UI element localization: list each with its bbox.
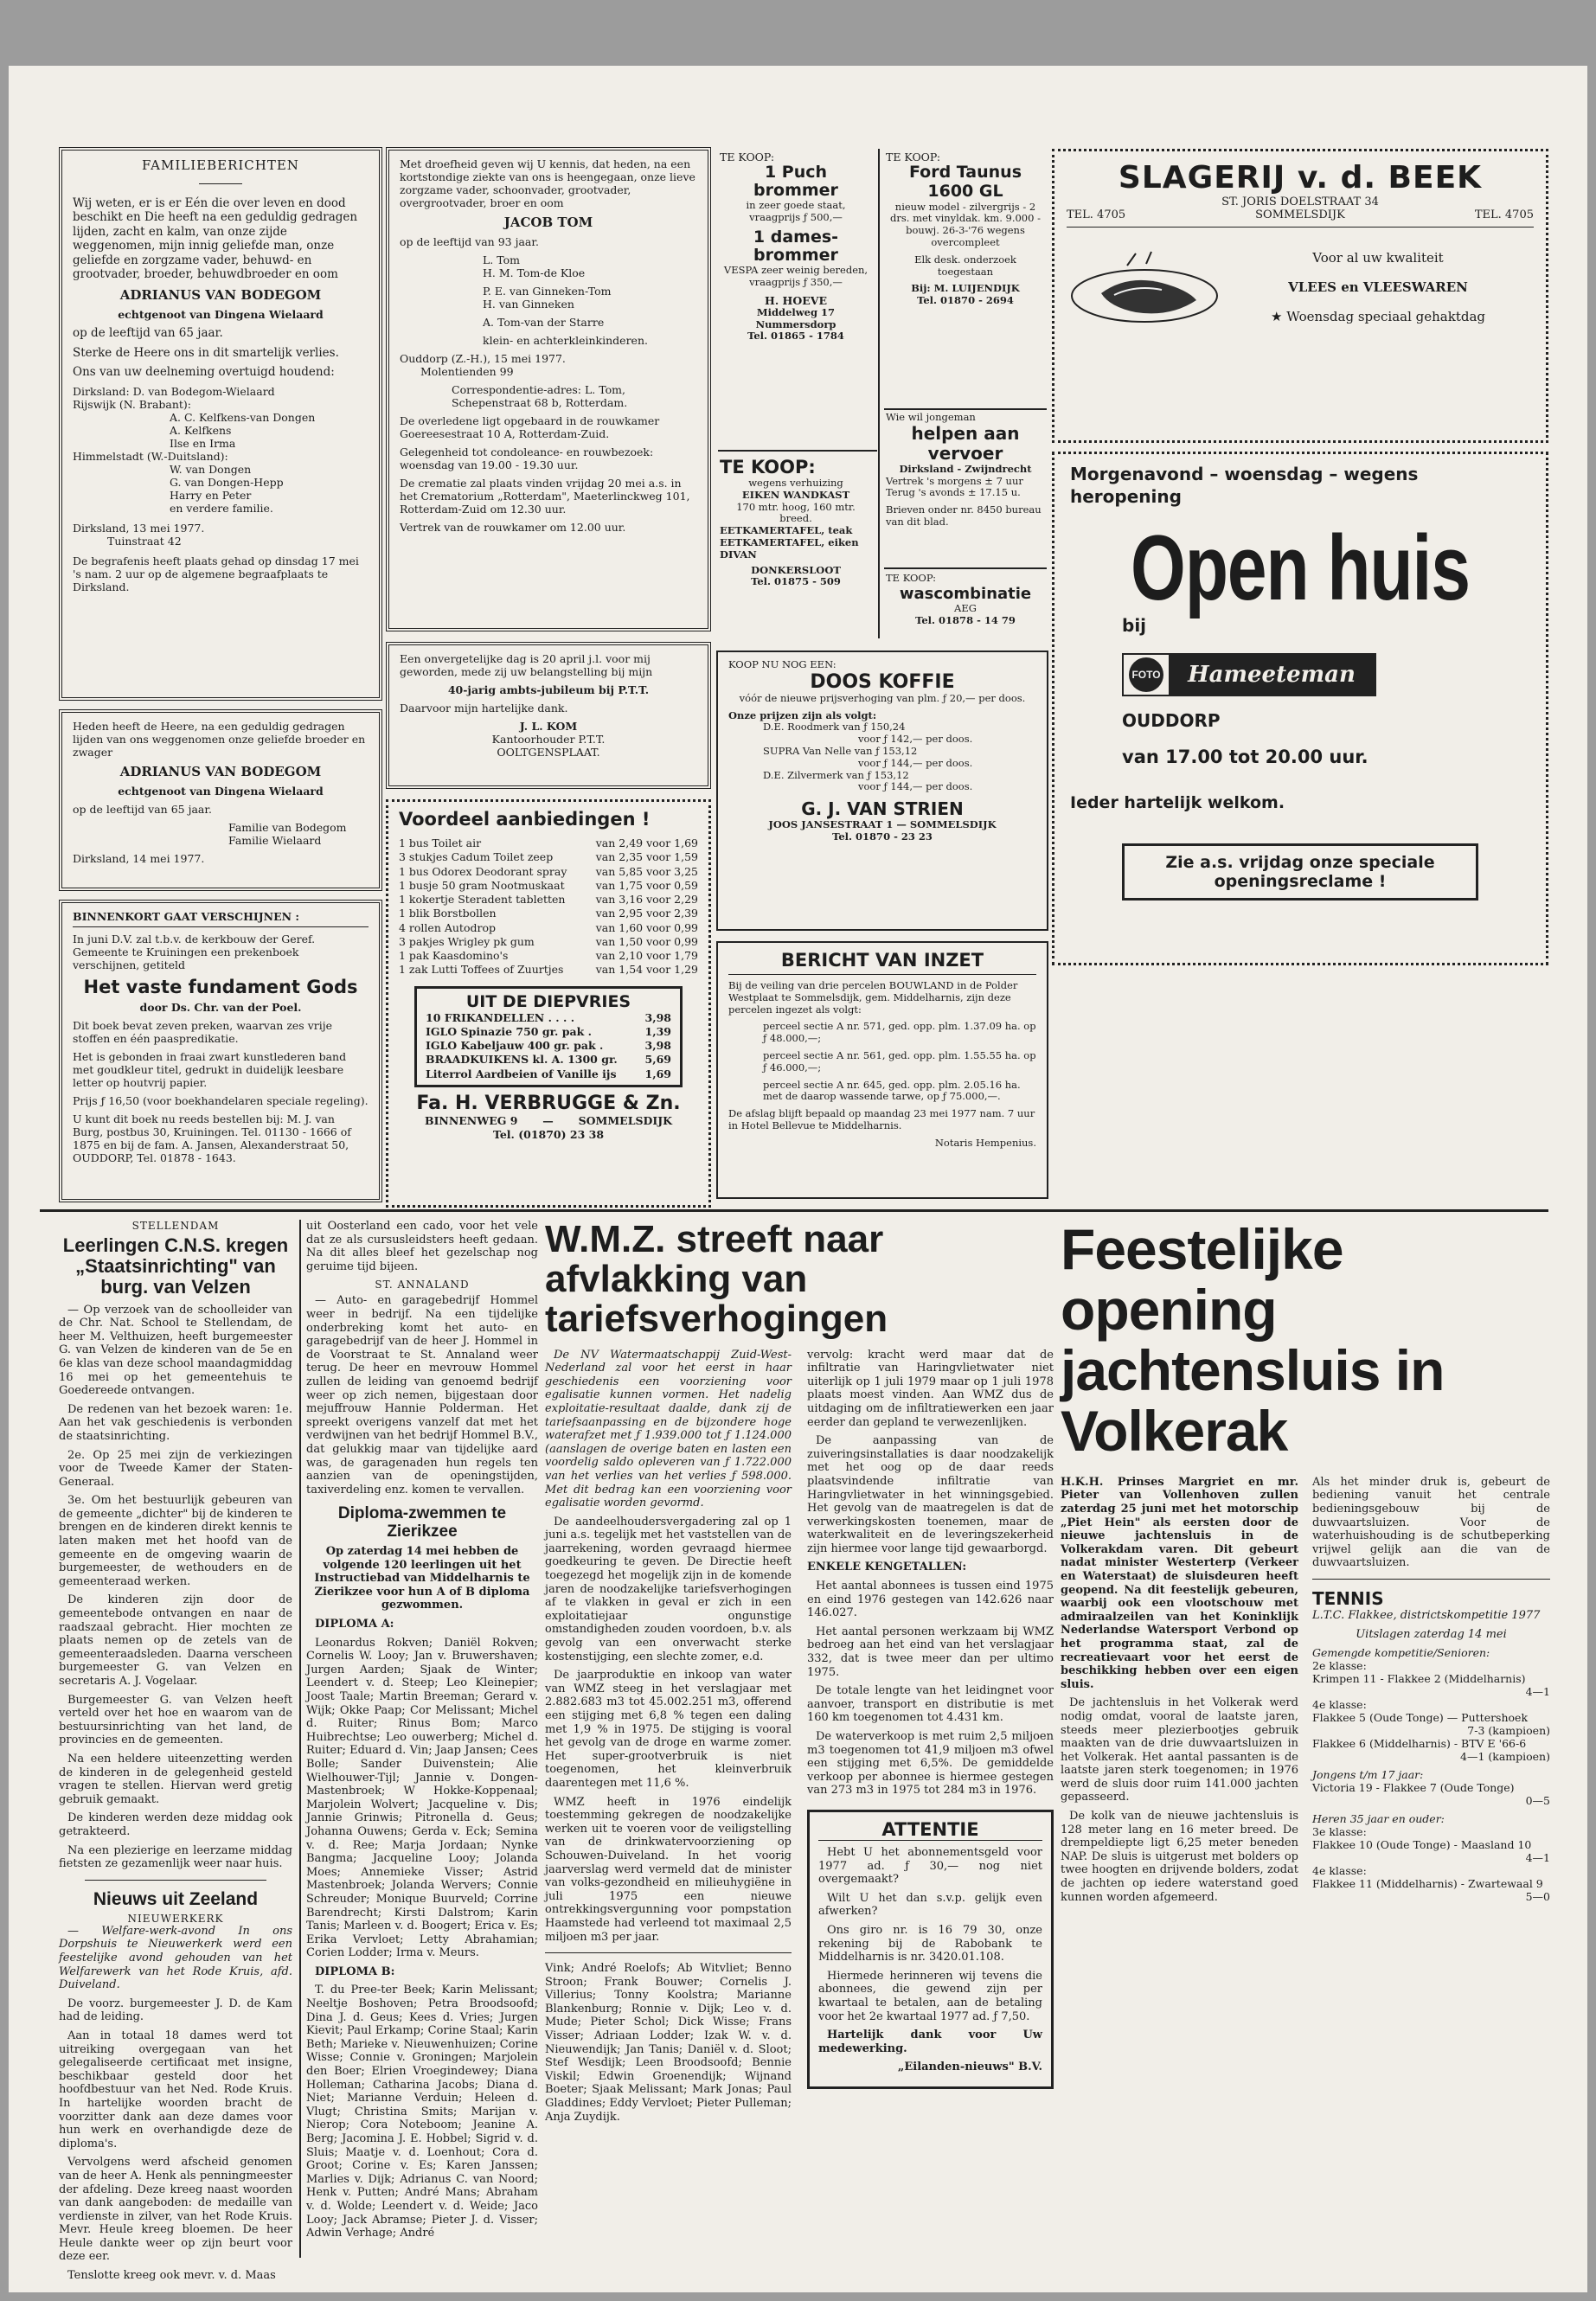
- classified-intro: Wie wil jongeman: [886, 411, 976, 423]
- relative: en verdere familie.: [170, 501, 273, 515]
- diploma-title: Diploma-zwemmen te Zierikzee: [337, 1504, 507, 1541]
- classified-desc: VESPA zeer weinig bereden, vraagprijs ƒ 350,—: [723, 264, 869, 288]
- relative: W. van Dongen: [170, 462, 252, 476]
- article-paragraph: De jaarproduktie en inkoop van water van WMZ steeg in het verslagjaar met 2.882.683 m3 tot 45.002.251 m3, offerend een stijging met 6,8 % tegen een daling met 1,9 % in 1975. De stijging is vooral het gevolg van de droge en warme zomer. Het super-grootverbruik is niet toegenomen, het kleinverbruik daarentegen met 11,6 %.: [545, 1669, 792, 1790]
- tennis-group: Gemengde kompetitie/Senioren:: [1312, 1646, 1490, 1660]
- deal-row: 4 rollen Autodrop van 1,60 voor 0,99: [399, 920, 698, 934]
- article-paragraph: De jachtensluis in het Volkerak werd nodig omdat, vooral de laatste jaren, steeds meer plezierbootjes gebruik maakten van de drie duwvaartsluizen in het Volkerak. Het aantal passanten is de laatste jaren sterk toegenomen; in 1976 werd de sluis door ruim 141.000 jachten gepasseerd.: [1061, 1696, 1298, 1804]
- book-paragraph: U kunt dit boek nu reeds bestellen bij: M. J. van Burg, postbus 30, Kruiningen. Tel. 01130 - 1666 of 1875 en bij de fam. A. Jansen, Alexanderstraat 50, OUDDORP, Tel. 01878 - 1643.: [73, 1112, 351, 1164]
- article-paragraph: Als het minder druk is, gebeurt de bediening vanuit het centrale bedieningsgebouw bij de duwvaartsluizen. Voor de waterhuishouding is de schutbeperking vrijwel gelijk aan die van de duwvaartsluizen.: [1312, 1475, 1550, 1570]
- classified-title: wascombinatie: [899, 584, 1032, 603]
- article-headline: Leerlingen C.N.S. kregen „Staatsinrichting" van burg. van Velzen: [62, 1234, 289, 1298]
- coffee-tel: Tel. 01870 - 23 23: [832, 830, 933, 843]
- article-paragraph: De aandeelhoudersvergadering zal op 1 juni a.s. tegelijk met het vaststellen van de jaarrekening, worden gevraagd hiermee goedkeuring te geven. De Directie heeft toegezegd het mogelijk zijn in de komende jaren de noodzakelijke tariefsverhogingen af te vlakken in geval er zich in een exploitatiejaar ongunstige omstandigheden zouden voordoen, b.v. als gevolg van een onverwacht sterke kostenstijging, een slechte zomer, e.d.: [545, 1515, 792, 1663]
- article-paragraph: uit Oosterland een cado, voor het vele dat ze als cursusleidsters heeft gedaan. Na dit alles bleef het gezelschap nog geruime tijd bijeen.: [306, 1220, 538, 1273]
- article-paragraph: De aanpassing van de zuiveringsinstallaties is daar noodzakelijk met het oog op de daar reeds plaatsvindende infiltratie van Haringvlietwater in het winningsgebied. Het gevolg van de maatregelen is dat de verwerkingskosten toenemen, maar de waterkwaliteit en de leveringszekerheid zijn hiermee voor lange tijd gewaarborgd.: [807, 1434, 1054, 1555]
- verbrugge-deals-ad: [386, 799, 711, 1208]
- deal-row: 1 kokertje Steradent tabletten van 3,16 voor 2,29: [399, 893, 698, 906]
- jubilee-title: 40-jarig ambts-jubileum bij P.T.T.: [447, 683, 650, 696]
- shop-name: Fa. H. VERBRUGGE & Zn.: [416, 1092, 681, 1114]
- article-paragraph: Vervolgens werd afscheid genomen van de heer A. Henk als penningmeester der afdeling. Deze kreeg naast woorden van dank aangeboden: de medaille van verdienste in zilver, van het Rode Kruis. Mevr. Heule kreeg bloemen. De heer Heule dankte weer op zijn beurt voor deze eer.: [59, 2156, 292, 2264]
- article-paragraph: De kinderen werden deze middag ook getrakteerd.: [59, 1811, 292, 1838]
- foto-badge: FOTO: [1129, 657, 1163, 692]
- tennis-group: Jongens t/m 17 jaar:: [1312, 1768, 1424, 1782]
- classified-tel: Tel. 01875 - 509: [751, 575, 841, 588]
- tennis-class: 4e klasse:: [1312, 1698, 1367, 1712]
- classified-route: Dirksland - Zwijndrecht: [899, 462, 1032, 475]
- tennis-sub: Uitslagen zaterdag 14 mei: [1356, 1627, 1507, 1641]
- tennis-class: 3e klasse:: [1312, 1825, 1367, 1839]
- classified-item: EETKAMERTAFEL, eiken: [720, 535, 859, 548]
- notice-correspondence: Correspondentie-adres: L. Tom, Schepenstraat 68 b, Rotterdam.: [452, 383, 628, 410]
- coffee-label: KOOP NU NOG EEN:: [728, 658, 836, 670]
- notice-text: Met droefheid geven wij U kennis, dat heden, na een kortstondige ziekte van ons is heengegaan, onze lieve zorgzame vader, schoonvader, grootvader, overgrootvader, broer en oom: [400, 157, 695, 209]
- coffee-ad: [716, 651, 1048, 931]
- article-paragraph: Na een plezierige en leerzame middag fietsten ze gezamenlijk weer naar huis.: [59, 1843, 292, 1871]
- coffee-price: SUPRA Van Nelle van ƒ 153,12: [763, 744, 918, 757]
- auction-lot: perceel sectie A nr. 561, ged. opp. plm. 1.55.55 ha. op ƒ 46.000,—;: [763, 1048, 1036, 1074]
- attentie-box: [807, 1810, 1054, 2089]
- deals-header: Voordeel aanbiedingen !: [399, 809, 651, 830]
- freezer-row: IGLO Spinazie 750 gr. pak . 1,39: [426, 1024, 671, 1038]
- relative: A. Tom-van der Starre: [483, 316, 605, 330]
- deal-row: 3 pakjes Wrigley pk gum van 1,50 voor 0,99: [399, 934, 698, 948]
- article-paragraph: De voorz. burgemeester J. D. de Kam had de leiding.: [59, 1997, 292, 2024]
- tennis-results: [1312, 1646, 1550, 1903]
- article-paragraph: Het aantal abonnees is tussen eind 1975 en eind 1976 gestegen van 142.626 naar 146.027.: [807, 1580, 1054, 1620]
- tennis-result: Victoria 19 - Flakkee 7 (Oude Tonge): [1312, 1781, 1515, 1795]
- jubilee-text: Een onvergetelijke dag is 20 april j.l. voor mij geworden, mede zij uw belangstelling bij mijn: [400, 652, 653, 678]
- notice-age: op de leeftijd van 65 jaar.: [73, 803, 212, 817]
- newspaper-page: [9, 66, 1587, 2292]
- shop-tel: Tel. (01870) 23 38: [492, 1128, 605, 1141]
- stellendam-article: [59, 1220, 292, 2283]
- dateline: STELLENDAM: [131, 1220, 220, 1232]
- butcher-tel: TEL. 4705: [1067, 208, 1126, 221]
- tennis-title: TENNIS: [1312, 1587, 1384, 1609]
- relative: Harry en Peter: [170, 488, 252, 502]
- auction-title: BERICHT VAN INZET: [728, 950, 1036, 975]
- tennis-result: Flakkee 10 (Oude Tonge) - Maasland 10: [1312, 1838, 1532, 1852]
- article-headline: W.M.Z. streeft naar afvlakking van tariefsverhogingen: [545, 1218, 888, 1341]
- attentie-text: Hebt U het abonnementsgeld voor 1977 ad. ƒ 30,— nog niet overgemaakt?: [818, 1845, 1042, 1887]
- deal-row: 1 blik Borstbollen van 2,95 voor 2,39: [399, 907, 698, 920]
- notice-place: Dirksland, 14 mei 1977.: [73, 852, 205, 866]
- freezer-row: BRAADKUIKENS kl. A. 1300 gr. 5,69: [426, 1053, 671, 1067]
- dateline: ST. ANNALAND: [375, 1279, 470, 1292]
- tennis-score: 0—5: [1525, 1794, 1550, 1808]
- article-lead: H.K.H. Prinses Margriet en mr. Pieter van Vollenhoven zullen zaterdag 25 juni met het motorschip „Piet Hein" als eersten door de nieuwe jachtensluis in de Volkerakdam varen. Dit gebeurt nadat minister Westerterp (Verkeer en Waterstaat) de sluisdeuren heeft geopend. Na dit feestelijk gebeuren, waarbij ook een vlootschouw met admiraalzeilen van het Koninklijk Nederlandse Watersport Verbond op het programma staat, zal de recreatievaart voor het eerst de beschikking hebben over een eigen sluis.: [1061, 1475, 1298, 1691]
- deal-row: 1 busje 50 gram Nootmuskaat van 1,75 voor 0,59: [399, 878, 698, 892]
- coffee-price: voor ƒ 144,— per doos.: [858, 780, 973, 793]
- notice-burial: De begrafenis heeft plaats gehad op dinsdag 17 mei 's nam. 2 uur op de algemene begraafplaats te Dirksland.: [73, 554, 359, 593]
- section-divider: [40, 1209, 1548, 1212]
- jubilee-thanks: Daarvoor mijn hartelijke dank.: [400, 702, 568, 715]
- relative: A. C. Kelfkens-van Dongen: [170, 410, 316, 424]
- classified-size: 170 mtr. hoog, 160 mtr. breed.: [736, 500, 856, 525]
- notice-age: op de leeftijd van 93 jaar.: [400, 235, 539, 249]
- article-paragraph: De redenen van het bezoek waren: 1e. Aan het vak geschiedenis is verbonden de staatsinrichting.: [59, 1402, 292, 1443]
- notice-name: ADRIANUS VAN BODEGOM: [119, 286, 322, 303]
- shop-address-row: BINNENWEG 9 — SOMMELSDIJK: [425, 1113, 672, 1127]
- relative: Dirksland: D. van Bodegom-Wielaard: [73, 384, 275, 398]
- butcher-city: SOMMELSDIJK: [1255, 208, 1345, 221]
- article-lead: De NV Watermaatschappij Zuid-West-Nederland zal voor het eerst in haar geschiedenis een voorziening voor egalisatie kunnen vormen. Het nadelig exploitatie-resultaat daalde, dank zij de tariefsaanpassing en de bijzondere hoge waterafzet met ƒ 1.939.000 tot ƒ 1.124.000 (aanslagen de overige baten en lasten een voordelig saldo opleveren van ƒ 1.722.000 van het verlies van het verlies ƒ 598.000. Met dit bedrag kan een voorziening voor egalisatie worden gevormd.: [545, 1348, 792, 1510]
- diploma-header: DIPLOMA A:: [315, 1618, 394, 1631]
- classified-item: EETKAMERTAFEL, teak: [720, 524, 853, 537]
- article-paragraph: — Auto- en garagebedrijf Hommel weer in bedrijf. Na een tijdelijke onderbreking komt het auto- en garagebedrijf van de heer J. Hommel in de Voorstraat te St. Annaland weer terug. De heer en mevrouw Hommel zullen de leiding van genoemd bedrijf weer op zich nemen, bijgestaan door mejuffrouw Hannie Polderman. Het spreekt overigens vanzelf dat met het verdwijnen van het bedrijf Hommel B.V., dat gelukkig maar van tijdelijke aard was, de garagenaden hun regels ten aanzien van de openingstijden, taxiverdeling enz. komen te vervallen.: [306, 1294, 538, 1497]
- classified-ford: [881, 149, 1050, 339]
- attentie-text: Ons giro nr. is 16 79 30, onze rekening bij de Rabobank te Middelharnis is nr. 3420.01.108.: [818, 1923, 1042, 1965]
- notice-thanks: Ons van uw deelneming overtuigd houdend:: [73, 365, 335, 380]
- relative: Rijswijk (N. Brabant):: [73, 397, 192, 411]
- coffee-sub: vóór de nieuwe prijsverhoging van plm. ƒ 20,— per doos.: [739, 691, 1026, 704]
- classified-wascombinatie: [881, 571, 1050, 640]
- coffee-price: D.E. Roodmerk van ƒ 150,24: [763, 721, 906, 734]
- book-intro: In juni D.V. zal t.b.v. de kerkbouw der Geref. Gemeente te Kruiningen een prekenboek verschijnen, getiteld: [73, 933, 316, 971]
- classified-tel: Tel. 01878 - 14 79: [915, 613, 1016, 626]
- coffee-price: D.E. Zilvermerk van ƒ 153,12: [763, 768, 909, 781]
- open-house-welcome: Ieder hartelijk welkom.: [1070, 793, 1285, 812]
- classified-title: helpen aan vervoer: [911, 422, 1020, 464]
- classified-item: EIKEN WANDKAST: [741, 488, 850, 501]
- notice-place: Ouddorp (Z.-H.), 15 mei 1977.: [400, 352, 566, 366]
- tennis-score: 4—1: [1525, 1685, 1550, 1699]
- deal-row: 1 zak Lutti Toffees of Zuurtjes van 1,54 voor 1,29: [399, 963, 698, 977]
- classified-puch: [715, 149, 877, 446]
- relative: A. Kelfkens: [170, 423, 232, 437]
- death-notice-van-bodegom-family: [59, 709, 382, 891]
- coffee-price: voor ƒ 142,— per doos.: [858, 733, 973, 746]
- classified-title: Ford Taunus 1600 GL: [908, 163, 1022, 201]
- jubilee-role: Kantoorhouder P.T.T.: [491, 733, 606, 746]
- butcher-name: SLAGERIJ v. d. BEEK: [1118, 160, 1483, 195]
- open-house-place: OUDDORP: [1122, 710, 1221, 731]
- notice-age: op de leeftijd van 65 jaar.: [73, 326, 223, 341]
- tennis-score: 4—1: [1525, 1851, 1550, 1865]
- classified-address: Middelweg 17 Nummersdorp: [755, 305, 836, 330]
- deals-list: [399, 836, 698, 977]
- hameeteman-logo: [1122, 653, 1376, 696]
- butcher-tel: TEL. 4705: [1474, 208, 1534, 221]
- classified-note: Elk desk. onderzoek toegestaan: [914, 253, 1016, 278]
- deal-row: 1 bus Toilet air van 2,49 voor 1,69: [399, 836, 698, 849]
- article-paragraph: De kinderen zijn door de gemeentebode ontvangen en naar de raadszaal gebracht. Hier mochten ze plaats nemen op de zetels van de gemeenteraadsleden. Daarna verscheen burgemeester G. van Velzen en secretaris A. J. Vogelaar.: [59, 1593, 292, 1688]
- butcher-line: VLEES en VLEESWAREN: [1288, 279, 1468, 295]
- open-house-time: van 17.00 tot 20.00 uur.: [1122, 747, 1368, 767]
- article-paragraph: Na een heldere uiteenzetting werden de kinderen in de gelegenheid gesteld vragen te stellen. Hiervan werd gretig gebruik gemaakt.: [59, 1752, 292, 1806]
- jubilee-notice: [386, 642, 711, 789]
- diploma-lead: Op zaterdag 14 mei hebben de volgende 120 leerlingen uit het Instructiebad van Middelharnis te Zierikzee voor hun A of B diploma gezwommen.: [314, 1545, 530, 1612]
- article-subhead: ENKELE KENGETALLEN:: [807, 1561, 967, 1574]
- star-icon: ★: [1271, 309, 1283, 324]
- notice-place: Dirksland, 13 mei 1977.: [73, 521, 205, 535]
- open-house-callout: Zie a.s. vrijdag onze speciale openingsreclame !: [1122, 843, 1478, 901]
- relative: G. van Dongen-Hepp: [170, 475, 284, 489]
- open-house-top: Morgenavond – woensdag – wegens heropening: [1070, 464, 1419, 507]
- classified-name: Bij: M. LUIJENDIJK: [911, 282, 1020, 295]
- open-house-bij: bij: [1122, 615, 1147, 636]
- relative: Ilse en Irma: [170, 436, 236, 450]
- notice-text: Wij weten, er is er Eén die over leven en dood beschikt en Die heeft na een geduldig gedragen lijden, zacht en kalm, van onze zijde weggenomen, mijn innig geliefde man, onze geliefde en zorgzame vader, behuwd- en grootvader, broeder, behuwdbroeder en oom: [73, 196, 358, 282]
- article-paragraph: vervolg: kracht werd maar dat de infiltratie van Haringvlietwater niet uiterlijk op 1 juli 1979 maar op 1 juli 1978 plaats moest vinden. Aan WMZ dus de uitdaging om de infiltratiewerken een jaar eerder dan gepland te verwezenlijken.: [807, 1348, 1054, 1429]
- classified-transport: [881, 410, 1050, 548]
- relatives-list: [73, 385, 369, 515]
- tennis-score: 7-3 (kampioen): [1467, 1724, 1550, 1738]
- notice-departure: Vertrek van de rouwkamer om 12.00 uur.: [400, 521, 626, 535]
- diploma-names: Leonardus Rokven; Daniël Rokven; Cornelis W. Looy; Jan v. Bruwershaven; Jurgen Aarden; Sjaak de Winter; Leendert v. d. Steep; Leo Kleinepier; Joost Taale; Martin Breeman; Gerard v. Wijk; Okke Paap; Cor Melissant; Michel d. Ruiter; Rinus Bom; Marco Huibrechtse; Leo ouwerberg; Michel d. Ruiter; Eduard d. Vin; Jaap Jansen; Cees Bolle; Sander Duivenstein; Alie Wielhouwer-Tijl; Jannie v. Dongen-Mastenbroek; W Hokke-Koppenaal; Marjolein Wolvert; Jacqueline v. Dis; Jannie Grinwis; Pitronella d. Geus; Johanna Ouwens; Gerda v. Eck; Semina v. d. Ree; Marja Jordaan; Nynke Bangma; Jacqueline Looy; Jolanda Moes; Annemieke Visser; Astrid Mastenbroek; Jolanda Wervers; Connie Schreuder; Monique Buurveld; Corrine Barendrecht; Kirsti Dalstrom; Karin Tanis; Marleen v. d. Boogert; Erica v. Es; Erika Vervloet; Letty Abrahamian; Corien Lodder; Irma v. Meurs.: [306, 1636, 538, 1960]
- deal-row: 3 stukjes Cadum Toilet zeep van 2,35 voor 1,59: [399, 850, 698, 864]
- freezer-row: Literrol Aardbeien of Vanille ijs 1,69: [426, 1067, 671, 1080]
- auction-lot: perceel sectie A nr. 645, ged. opp. plm. 2.05.16 ha. met de daarop wassende tarwe, op ƒ 75.000,—.: [763, 1078, 1021, 1103]
- tennis-result: Flakkee 6 (Middelharnis) - BTV E '66-6: [1312, 1737, 1527, 1751]
- classified-tel: Tel. 01865 - 1784: [747, 330, 844, 343]
- tennis-result: Flakkee 5 (Oude Tonge) — Puttershoek: [1312, 1711, 1529, 1725]
- classified-label: TE KOOP:: [886, 151, 941, 163]
- classified-brand: AEG: [954, 601, 977, 614]
- article-paragraph: Burgemeester G. van Velzen heeft verteld over het hoe en waarom van de bestuursinrichting van het land, de provincies en de gemeenten.: [59, 1693, 292, 1747]
- classified-label: TE KOOP:: [720, 151, 775, 163]
- article-paragraph: — Welfare-werk-avond In ons Dorpshuis te Nieuwerkerk werd een feestelijke avond gehouden van het Welfarewerk van het Rode Kruis, afd. Duiveland.: [59, 1924, 292, 1992]
- article-paragraph: — Op verzoek van de schoolleider van de Chr. Nat. School te Stellendam, de heer M. Velthuizen, heeft burgemeester G. van Velzen de kinderen van de 5e en 6e klas van deze school maandagmiddag 16 mei op het gemeentehuis te Goedereede ontvangen.: [59, 1303, 292, 1398]
- zeeland-title: Nieuws uit Zeeland: [93, 1888, 259, 1909]
- article-paragraph: Tenslotte kreeg ook mevr. v. d. Maas: [67, 2269, 276, 2283]
- classified-label: TE KOOP:: [720, 457, 816, 478]
- book-announcement: [59, 900, 382, 1202]
- article-paragraph: WMZ heeft in 1976 eindelijk toestemming gekregen de noodzakelijke werken uit te voeren voor de veiligstelling van de drinkwatervoorziening op Schouwen-Duiveland. In het voorig jaarverslag werd vermeld dat de minister van volks-gezondheid en milieuhygiëne in juli 1975 een nieuwe ontrekkingsvergunning voor pompstation Haamstede had verleend tot maximaal 2,5 miljoen m3 per jaar.: [545, 1795, 792, 1944]
- mid-articles: [306, 1220, 538, 2266]
- classified-label: TE KOOP:: [886, 572, 937, 584]
- coffee-price: voor ƒ 144,— per doos.: [858, 756, 973, 769]
- article-paragraph: De waterverkoop is met ruim 2,5 miljoen m3 toegenomen tot 41,9 miljoen m3 ofwel een stijging met 6,5%. De gemiddelde verkoop per abonnee is hiermee gestegen van 273 m3 in 1975 tot 284 m3 in 1976.: [807, 1730, 1054, 1798]
- divider: [718, 450, 877, 452]
- tennis-class: 2e klasse:: [1312, 1659, 1367, 1673]
- butcher-address: ST. JORIS DOELSTRAAT 34: [1221, 195, 1379, 208]
- coffee-shop: G. J. VAN STRIEN: [801, 798, 964, 820]
- book-paragraph: Het is gebonden in fraai zwart kunstlederen band met goudkleur titel, gedrukt in duidelijk leesbare letter op houtvrij papier.: [73, 1050, 347, 1089]
- butcher-address-row: [1067, 195, 1534, 221]
- article-paragraph: Het aantal personen werkzaam bij WMZ bedroeg aan het eind van het verslagjaar 332, dat is twee meer dan per ultimo 1975.: [807, 1625, 1054, 1679]
- classified-title: 1 Puch brommer: [753, 163, 838, 200]
- tennis-sub: L.T.C. Flakkee, districtskompetitie 1977: [1312, 1608, 1541, 1622]
- classified-desc: in zeer goede staat, vraagprijs ƒ 500,—: [746, 198, 846, 223]
- relative: klein- en achterkleinkinderen.: [483, 334, 648, 348]
- attentie-title: ATTENTIE: [818, 1819, 1042, 1841]
- tennis-result: Krimpen 11 - Flakkee 2 (Middelharnis): [1312, 1672, 1526, 1686]
- classified-desc: nieuw model - zilvergrijs - 2 drs. met vinyldak. km. 9.000 - bouwj. 26-3-'76 wegens overcompleet: [890, 200, 1041, 249]
- book-paragraph: Prijs ƒ 16,50 (voor boekhandelaren speciale regeling).: [73, 1094, 369, 1107]
- jubilee-place: OOLTGENSPLAAT.: [497, 746, 600, 759]
- diploma-names: T. du Pree-ter Beek; Karin Melissant; Neeltje Boshoven; Petra Broodsoofd; Dina J. d. Geus; Kees d. Vries; Jurgen Kievit; Paul Erkamp; Corine Staal; Karin Beth; Marieke v. Nieuwenhuizen; Corine Wisse; Connie v. Groningen; Marjolein den Boer; Elrien Vroegindewey; Diana Holleman; Catharina Jacobs; Diana d. Niet; Marianne Verduin; Heleen d. Vlugt; Christina Smits; Marijan v. Nierop; Cora Noteboom; Jeanine A. Berg; Jacomina J. E. Hobbel; Sigrid v. d. Sluis; Maatje v. d. Loenhout; Cora d. Groot; Corine v. Es; Karen Janssen; Marlies v. Dijk; Adrianus C. van Noord; Henk v. Putten; André Mans; Abraham v. d. Wolde; Leendert v. d. Weide; Jaco Looy; Jack Abramse; Pieter J. d. Visser; Adwin Verhage; André: [306, 1984, 538, 2240]
- divider: [878, 149, 880, 638]
- death-notice-tom: [386, 147, 711, 631]
- notice-street: Molentienden 99: [420, 365, 514, 379]
- attentie-text: Wilt U het dan s.v.p. gelijk even afwerken?: [818, 1891, 1042, 1919]
- book-author: door Ds. Chr. van der Poel.: [139, 1001, 302, 1014]
- diploma-names-continued: Vink; André Roelofs; Ab Witvliet; Benno Stroon; Frank Bouwer; Cornelis J. Villerius; Tonny Koolstra; Marianne Blankenburg; Ronnie v. Dijk; Leo v. d. Mude; Pieter Schol; Dick Wisse; Frans Visser; Adriaan Lodder; Izak W. v. d. Nieuwendijk; Jan Tanis; Daniël v. d. Sloot; Stef Wesdijk; Leen Broodsoofd; Bennie Viskil; Edwin Groenendijk; Wijnand Boeter; Sjaak Melissant; Mark Jonas; Paul Gladdines; Eddy Vervloet; Pieter Pulleman; Anja Zuydijk.: [545, 1962, 792, 2124]
- classified-title: 1 dames-brommer: [753, 228, 839, 266]
- notice-spouse: echtgenoot van Dingena Wielaard: [118, 308, 324, 322]
- relatives-list: [400, 253, 697, 347]
- tennis-score: 4—1 (kampioen): [1460, 1750, 1550, 1764]
- auction-intro: Bij de veiling van drie percelen BOUWLAND in de Polder Westplaat te Sommelsdijk, gem. Middelharnis, zijn deze percelen ingezet als volgt:: [728, 979, 1018, 1016]
- article-paragraph: De kolk van de nieuwe jachtensluis is 128 meter lang en 16 meter breed. De drempeldiepte ligt 6,25 meter beneden NAP. De sluis is uitgerust met bolders op twee hoogten en drijvende bolders, zodat de jachten op iedere waterstand goed kunnen worden afgemeerd.: [1061, 1810, 1298, 1904]
- butcher-line: ★ Woensdag speciaal gehaktdag: [1271, 309, 1485, 324]
- section-header-family: FAMILIEBERICHTEN: [142, 157, 299, 173]
- book-header: BINNENKORT GAAT VERSCHIJNEN :: [73, 910, 369, 927]
- deal-row: 1 bus Odorex Deodorant spray van 5,85 voor 3,25: [399, 864, 698, 878]
- book-title: Het vaste fundament Gods: [83, 977, 358, 997]
- column-rule: [299, 1220, 301, 2258]
- article-headline: Feestelijke opening jachtensluis in Volkerak: [1061, 1217, 1445, 1463]
- open-house-title: Open huis: [1131, 517, 1470, 620]
- sausage-illustration: [1067, 240, 1222, 335]
- classified-furniture: [715, 455, 877, 638]
- classified-desc: wegens verhuizing: [748, 477, 843, 489]
- notice-text: Heden heeft de Heere, na een geduldig gedragen lijden van ons weggenomen onze geliefde broeder en zwager: [73, 720, 366, 759]
- jubilee-name: J. L. KOM: [519, 720, 578, 733]
- sluice-article: [1061, 1217, 1550, 2266]
- dateline: NIEUWERKERK: [127, 1912, 224, 1925]
- deal-row: 1 pak Kaasdomino's van 2,10 voor 1,79: [399, 949, 698, 962]
- relative: H. M. Tom-de Kloe: [483, 266, 586, 280]
- tennis-group: Heren 35 jaar en ouder:: [1312, 1812, 1445, 1826]
- relative: P. E. van Ginneken-Tom: [483, 285, 612, 298]
- coffee-title: DOOS KOFFIE: [810, 670, 955, 693]
- tennis-result: Flakkee 11 (Middelharnis) - Zwartewaal 9: [1312, 1877, 1543, 1891]
- attentie-text: Hartelijk dank voor Uw medewerking.: [818, 2029, 1042, 2055]
- auction-notice: [716, 941, 1048, 1199]
- auction-sign: Notaris Hempenius.: [934, 1136, 1036, 1149]
- death-notice-van-bodegom: [59, 147, 382, 701]
- notice-name: ADRIANUS VAN BODEGOM: [119, 764, 322, 779]
- attentie-text: Hiermede herinneren wij tevens die abonnees, die gewend zijn per kwartaal te betalen, aan de betaling voor het 2e kwartaal 1977 ad. ƒ 7,50.: [818, 1969, 1042, 2023]
- tennis-class: 4e klasse:: [1312, 1864, 1367, 1878]
- classified-name: DONKERSLOOT: [751, 563, 841, 576]
- book-paragraph: Dit boek bevat zeven preken, waarvan zes vrije stoffen en één paaspredikatie.: [73, 1019, 333, 1045]
- attentie-sign: „Eilanden-nieuws" B.V.: [897, 2061, 1042, 2074]
- notice-family: Familie Wielaard: [228, 834, 322, 848]
- freezer-row: IGLO Kabeljauw 400 gr. pak . 3,98: [426, 1039, 671, 1052]
- classified-name: H. HOEVE: [765, 293, 827, 307]
- classified-times: Vertrek 's morgens ± 7 uur Terug 's avonds ± 17.15 u.: [886, 474, 1023, 499]
- article-paragraph: 3e. Om het bestuurlijk gebeuren van de gemeente „dichter" bij de kinderen te brengen en de kinderen direkt kennis te laten maken met het hoofd van de gemeente en de omgeving waarin de burgemeester, de wethouders en de gemeenteraad werken.: [59, 1494, 292, 1588]
- divider: [884, 567, 1047, 569]
- notice-body: De overledene ligt opgebaard in de rouwkamer Goereesestraat 10 A, Rotterdam-Zuid.: [400, 414, 660, 441]
- notice-address: Tuinstraat 42: [107, 534, 182, 548]
- relative: Himmelstadt (W.-Duitsland):: [73, 449, 228, 463]
- diploma-header: DIPLOMA B:: [315, 1965, 395, 1978]
- notice-cremation: De crematie zal plaats vinden vrijdag 20 mei a.s. in het Crematorium „Rotterdam", Maeterlinckweg 101, Rotterdam-Zuid om 12.30 uur.: [400, 477, 690, 516]
- coffee-prices-header: Onze prijzen zijn als volgt:: [728, 708, 877, 721]
- article-paragraph: Aan in totaal 18 dames werd tot uitreiking overgegaan van het gelegaliseerde certificaat met insigne, beschikbaar gesteld door het hoofdbestuur van het Ned. Rode Kruis. In hartelijke woorden bracht de voorzitter dank aan deze dames voor hun werk en overhandigde deze de diploma's.: [59, 2029, 292, 2150]
- freezer-row: 10 FRIKANDELLEN . . . . 3,98: [426, 1010, 671, 1024]
- notice-spouse: echtgenoot van Dingena Wielaard: [118, 785, 324, 798]
- notice-quote: Sterke de Heere ons in dit smartelijk verlies.: [73, 345, 339, 360]
- wmz-article: [545, 1220, 1054, 2266]
- notice-name: JACOB TOM: [503, 215, 593, 230]
- butcher-ad: [1052, 149, 1548, 443]
- classified-item: DIVAN: [720, 548, 757, 561]
- article-paragraph: 2e. Op 25 mei zijn de verkiezingen voor de Tweede Kamer der Staten-Generaal.: [59, 1448, 292, 1489]
- freezer-header: UIT DE DIEPVRIES: [465, 991, 631, 1011]
- classified-note: Brieven onder nr. 8450 bureau van dit blad.: [886, 503, 1042, 528]
- logo-text: Hameeteman: [1169, 655, 1375, 695]
- freezer-box: [414, 986, 683, 1087]
- classified-tel: Tel. 01870 - 2694: [917, 294, 1014, 307]
- auction-closing: De afslag blijft bepaald op maandag 23 mei 1977 nam. 7 uur in Hotel Bellevue te Middelharnis.: [728, 1107, 1035, 1131]
- relative: L. Tom: [483, 253, 520, 267]
- notice-family: Familie van Bodegom: [228, 821, 347, 835]
- butcher-line: Voor al uw kwaliteit: [1312, 250, 1444, 266]
- tennis-score: 5—0: [1525, 1890, 1550, 1904]
- relative: H. van Ginneken: [483, 298, 574, 311]
- article-paragraph: De totale lengte van het leidingnet voor aanvoer, transport en distributie is met 160 km toegenomen tot 4.431 km.: [807, 1684, 1054, 1725]
- auction-lot: perceel sectie A nr. 571, ged. opp. plm. 1.37.09 ha. op ƒ 48.000,—;: [763, 1020, 1036, 1045]
- open-house-ad: [1052, 452, 1548, 965]
- notice-condolence: Gelegenheid tot condoleance- en rouwbezoek: woensdag van 19.00 - 19.30 uur.: [400, 445, 654, 472]
- coffee-address: JOOS JANSESTRAAT 1 — SOMMELSDIJK: [768, 818, 997, 831]
